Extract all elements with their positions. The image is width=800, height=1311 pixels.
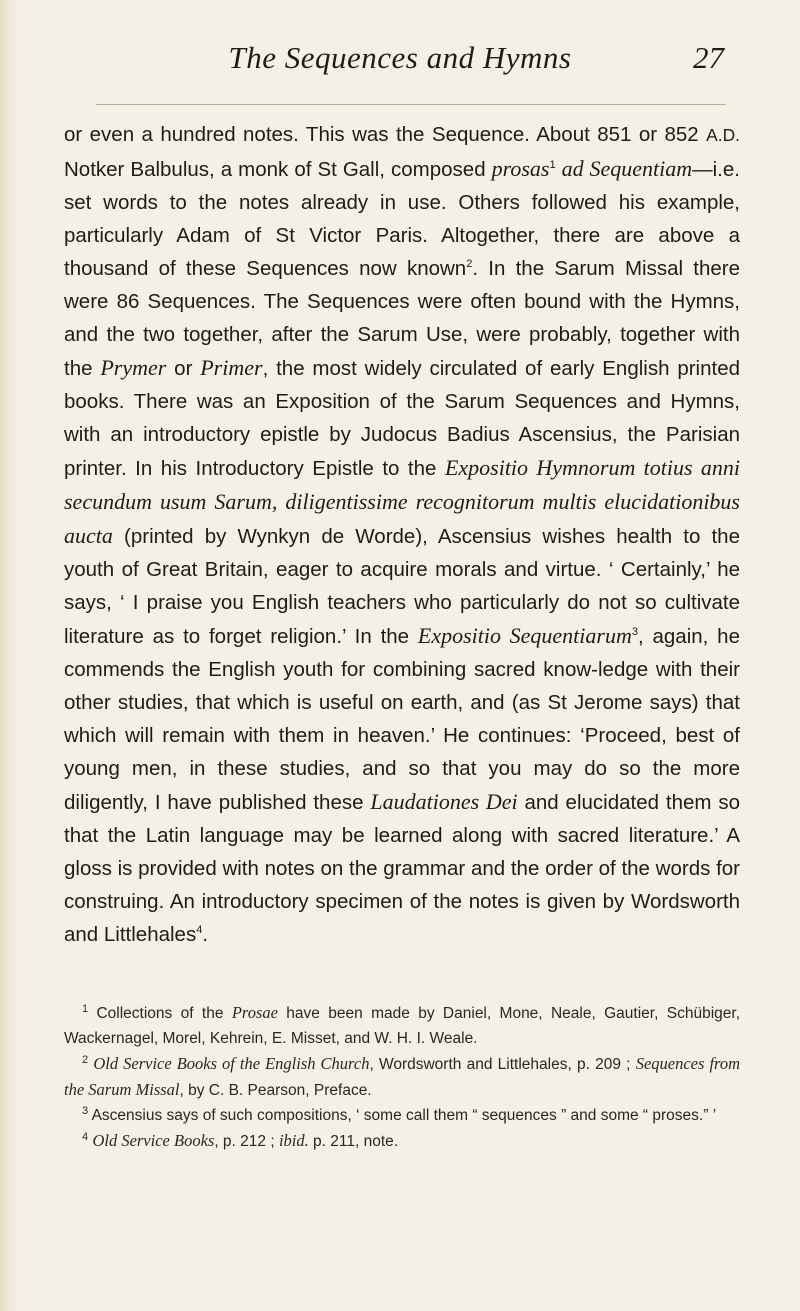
italic-text: Sequences from the Sarum Missal	[64, 1054, 741, 1099]
text-run: (printed by Wynkyn de Worde), Ascensius wishes health to the youth of Great Britain, eager to acquire morals and virtue. ‘ Certainly,’ he says, ‘ I praise you English teachers who particularly do not so cultivate literature as to forget religion.’ In the	[64, 525, 740, 648]
footnote-marker: 1	[82, 1002, 89, 1015]
text-run: , p. 212 ;	[214, 1133, 279, 1150]
footnote-marker: 2	[466, 258, 473, 271]
italic-text: prosas	[491, 156, 550, 181]
text-run: Ascensius says of such compositions, ‘ some call them “ sequences ” and some “ proses.” ’	[88, 1107, 717, 1124]
text-run: have been made by Daniel, Mone, Neale, Gautier, Schübiger, Wackernagel, Morel, Kehrein, E. Misset, and W. H. I. Weale.	[64, 1005, 740, 1047]
text-run: . In the Sarum Missal there were 86 Sequences. The Sequences were often bound with the Hymns, and the two together, after the Sarum Use, were probably, together with the	[64, 257, 740, 380]
text-run: A.D.	[706, 125, 740, 145]
text-run: Notker Balbulus, a monk of St Gall, composed	[64, 158, 492, 181]
text-run: Collections of the	[88, 1005, 232, 1022]
italic-text: ad Sequentiam	[561, 156, 693, 181]
footnote-marker: 4	[196, 924, 203, 937]
italic-text: Old Service Books of the English Church	[93, 1054, 370, 1073]
text-run: , the most widely circulated of early English printed books. There was an Exposition of the Sarum Sequences and Hymns, with an introductory epistle by Judocus Badius Ascensius, the Parisian printer. In his Introductory Epistle to the	[64, 357, 740, 480]
text-run: , again, he commends the English youth for combining sacred know-ledge with their other studies, that which is useful on earth, and (as St Jerome says) that which will remain with them in heaven.’ He continues: ‘Proceed, best of young men, in these studies, and so that you may do so the more diligently, I have published these	[64, 625, 740, 814]
italic-text: Prosae	[231, 1003, 278, 1022]
text-run: .	[202, 923, 209, 946]
footnote-marker: 3	[631, 626, 638, 639]
text-run: or	[166, 357, 201, 380]
footnote	[64, 1103, 740, 1128]
footnote-marker: 3	[82, 1104, 89, 1117]
text-run: or even a hundred notes. This was the Sequence. About 851 or 852	[64, 123, 707, 146]
footnote	[64, 1051, 740, 1103]
body-paragraph	[64, 118, 740, 951]
footnote-marker: 2	[82, 1053, 89, 1066]
footnotes	[64, 1000, 740, 1154]
text-run: , Wordsworth and Littlehales, p. 209 ;	[369, 1056, 636, 1073]
italic-text: Expositio Hymnorum totius anni secundum usum Sarum, diligentissime recognitorum multis elucidationibus aucta	[64, 455, 740, 548]
page-edge-shadow	[0, 0, 18, 1311]
italic-text: Primer	[200, 355, 263, 380]
footnote	[64, 1000, 740, 1051]
page-number: 27	[693, 40, 724, 75]
italic-text: Laudationes Dei	[370, 789, 518, 814]
running-title: The Sequences and Hymns	[228, 40, 572, 75]
text-run: p. 211, note.	[308, 1133, 399, 1150]
italic-text: Prymer	[100, 355, 167, 380]
footnote-marker: 4	[82, 1130, 89, 1143]
body-text	[64, 118, 740, 951]
footnote	[64, 1128, 740, 1154]
header-rule	[96, 104, 726, 105]
text-run: —i.e. set words to the notes already in use. Others followed his example, particularly Adam of St Victor Paris. Altogether, there are above a thousand of these Sequences now known	[64, 158, 740, 280]
italic-text: Expositio Sequentiarum	[417, 623, 632, 648]
italic-text: ibid.	[278, 1131, 309, 1150]
text-run: , by C. B. Pearson, Preface.	[179, 1082, 372, 1099]
footnote-marker: 1	[549, 159, 556, 172]
page-header	[0, 40, 800, 80]
italic-text: Old Service Books	[92, 1131, 215, 1150]
text-run: and elucidated them so that the Latin language may be learned along with sacred literature.’ A gloss is provided with notes on the grammar and the order of the words for construing. An introductory specimen of the notes is given by Wordsworth and Littlehales	[64, 791, 740, 946]
